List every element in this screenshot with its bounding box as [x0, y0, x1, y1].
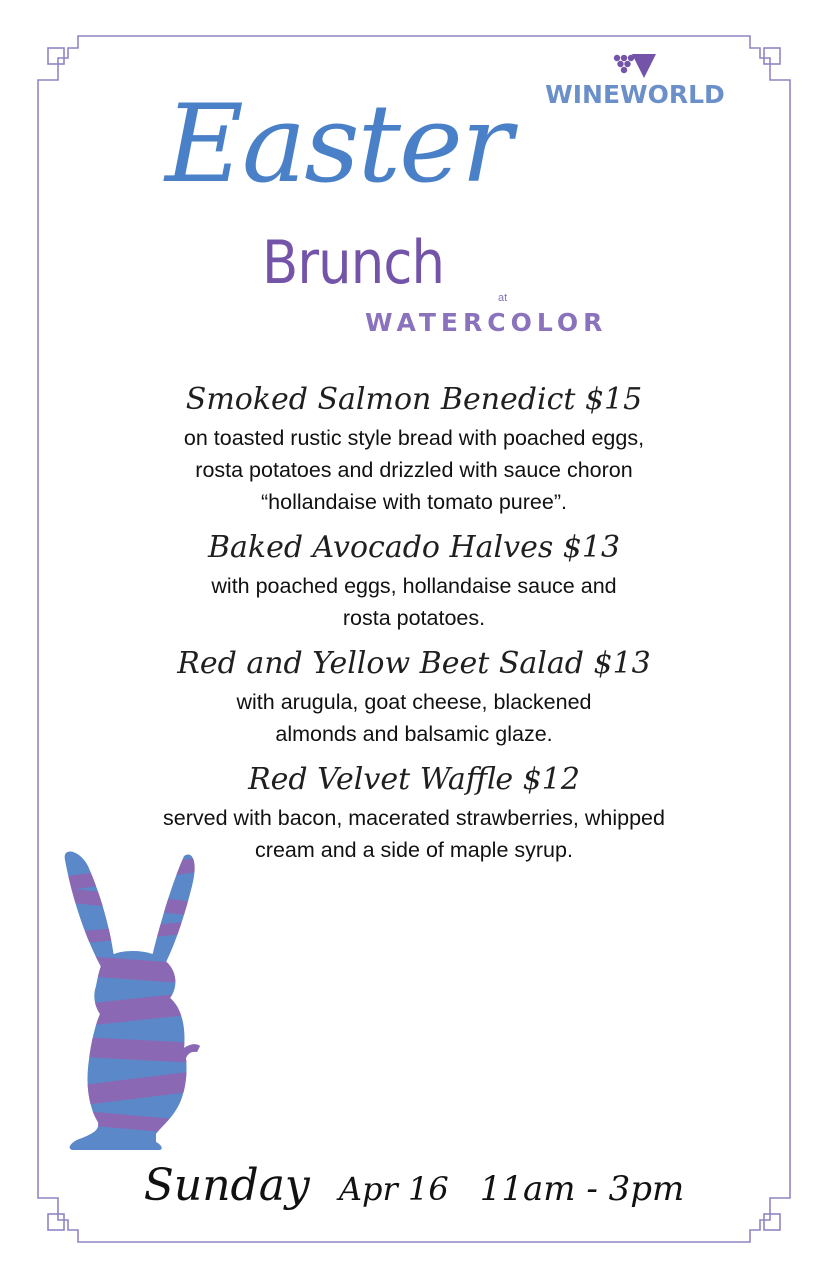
- brand-name: WINEWORLD: [545, 80, 725, 109]
- menu-item-name: Baked Avocado Halves $13: [207, 530, 621, 565]
- menu-item: [0, 526, 828, 634]
- event-day: Sunday: [143, 1160, 310, 1211]
- event-time: 11am - 3pm: [479, 1169, 685, 1209]
- title-easter: Easter: [165, 82, 511, 207]
- menu-item-desc-line: with poached eggs, hollandaise sauce and: [211, 574, 617, 598]
- menu-item-desc-line: rosta potatoes and drizzled with sauce choron: [195, 458, 633, 482]
- menu-item-desc-line: rosta potatoes.: [342, 606, 486, 630]
- menu-item: [0, 378, 828, 518]
- event-date: Apr 16: [338, 1170, 449, 1208]
- menu-item-desc-line: with arugula, goat cheese, blackened: [236, 690, 592, 714]
- menu-item: [0, 642, 828, 750]
- venue-name: WATERCOLOR: [365, 308, 608, 337]
- event-date-time: [0, 1160, 828, 1211]
- menu-item-name: Red and Yellow Beet Salad $13: [177, 646, 651, 681]
- title-brunch: Brunch: [262, 228, 445, 298]
- menu-item-name: Smoked Salmon Benedict $15: [185, 382, 643, 417]
- grape-cluster-icon: [612, 52, 658, 80]
- menu-item-desc-line: on toasted rustic style bread with poached eggs,: [183, 426, 645, 450]
- menu-item-desc-line: served with bacon, macerated strawberries, whipped: [163, 806, 665, 830]
- menu-list: [0, 378, 828, 874]
- menu-item-desc-line: cream and a side of maple syrup.: [255, 838, 573, 862]
- menu-item-desc-line: almonds and balsamic glaze.: [275, 722, 553, 746]
- title-connector: at: [498, 292, 508, 304]
- menu-item-desc-line: “hollandaise with tomato puree”.: [261, 490, 567, 514]
- easter-bunny-silhouette-icon: [60, 848, 220, 1153]
- wineworld-logo: [540, 50, 730, 110]
- menu-item-name: Red Velvet Waffle $12: [248, 762, 580, 797]
